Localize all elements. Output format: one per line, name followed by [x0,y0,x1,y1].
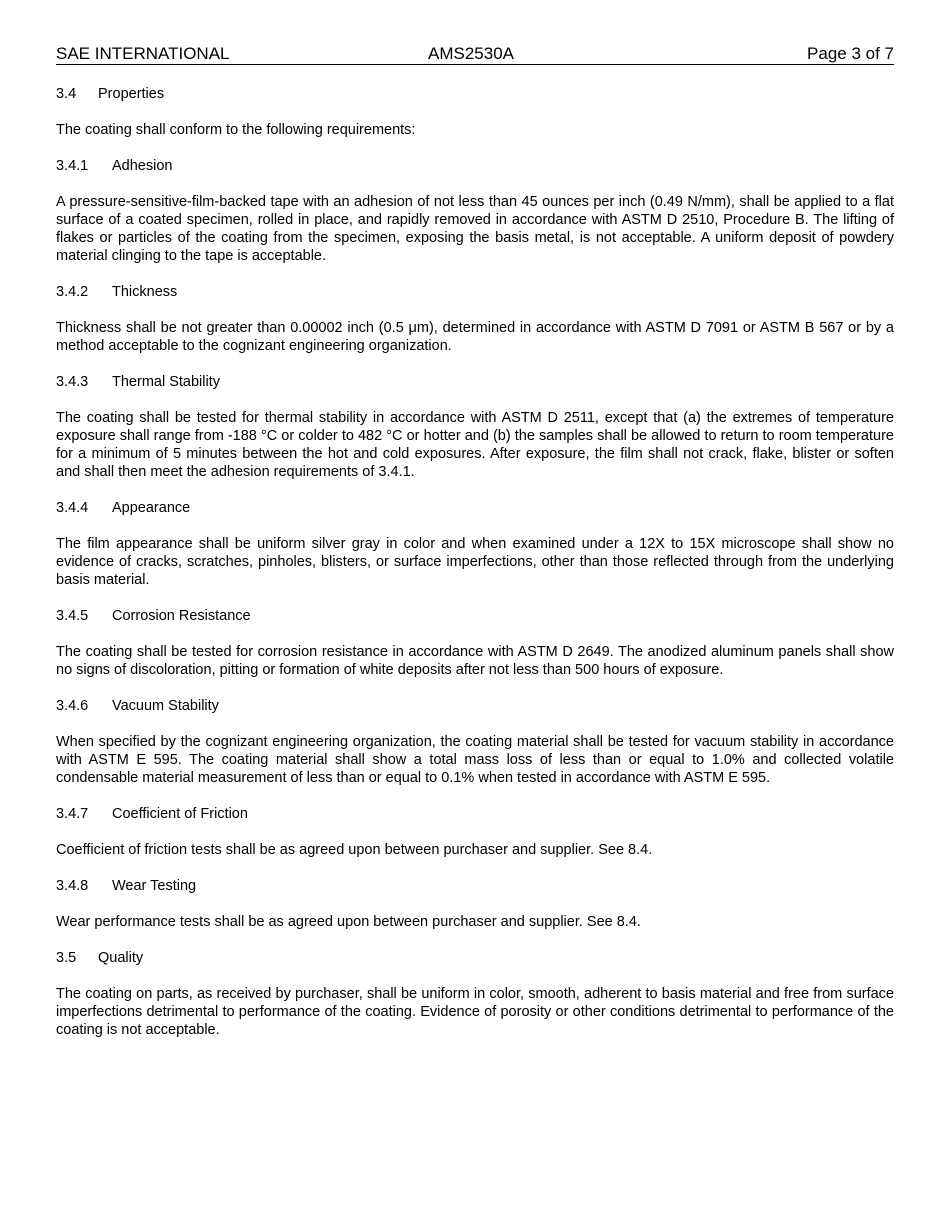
section-heading [56,85,894,103]
document-body [56,85,894,1039]
section-title: Coefficient of Friction [112,806,248,822]
section-number: 3.4.1 [56,158,89,174]
section-number: 3.4.2 [56,284,89,300]
section-title: Thickness [112,284,178,300]
section-paragraph: The coating on parts, as received by purchaser, shall be uniform in color, smooth, adherent to basis material and free from surface imperfections detrimental to performance of the coating. Evidence of porosity or other conditions detrimental to performance of the coating is not acceptable. [56,986,894,1038]
section-title: Quality [98,950,144,966]
section-number: 3.4.3 [56,374,89,390]
section-number: 3.4.5 [56,608,89,624]
section-number: 3.4.4 [56,500,89,516]
section-heading [56,499,894,517]
section-title: Wear Testing [112,878,197,894]
section-paragraph: When specified by the cognizant engineering organization, the coating material shall be tested for vacuum stability in accordance with ASTM E 595. The coating material shall show a total mass loss of less than or equal to 1.0% and collected volatile condensable material measurement of less than or equal to 0.1% when tested in accordance with ASTM E 595. [56,734,894,786]
section-heading [56,283,894,301]
section-paragraph: Thickness shall be not greater than 0.00002 inch (0.5 μm), determined in accordance with ASTM D 7091 or ASTM B 567 or by a method acceptable to the cognizant engineering organization. [56,320,894,354]
section-title: Properties [98,86,165,102]
header-document-number: AMS2530A [428,44,514,63]
section-heading [56,805,894,823]
section-number: 3.4.7 [56,806,89,822]
section-heading [56,157,894,175]
section-number: 3.4.6 [56,698,89,714]
section-paragraph: A pressure-sensitive-film-backed tape with an adhesion of not less than 45 ounces per inch (0.49 N/mm), shall be applied to a flat surface of a coated specimen, rolled in place, and rapidly removed in accordance with ASTM D 2510, Procedure B. The lifting of flakes or particles of the coating from the specimen, exposing the basis metal, is not acceptable. A uniform deposit of powdery material clinging to the tape is acceptable. [56,194,894,264]
section-heading [56,697,894,715]
section-paragraph: Coefficient of friction tests shall be as agreed upon between purchaser and supplier. See 8.4. [56,842,653,858]
section-title: Vacuum Stability [112,698,219,714]
section-title: Appearance [112,500,191,516]
header-page-number: Page 3 of 7 [807,44,894,63]
section-paragraph: The coating shall conform to the following requirements: [56,122,416,138]
section-paragraph: Wear performance tests shall be as agreed upon between purchaser and supplier. See 8.4. [56,914,641,930]
section-paragraph: The coating shall be tested for thermal stability in accordance with ASTM D 2511, except that (a) the extremes of temperature exposure shall range from -188 °C or colder to 482 °C or hotter and (b) the samples shall be allowed to return to room temperature for a minimum of 5 minutes between the hot and cold exposures. After exposure, the film shall not crack, flake, blister or soften and shall then meet the adhesion requirements of 3.4.1. [56,410,894,480]
header-organization: SAE INTERNATIONAL [56,44,230,63]
section-number: 3.4 [56,86,77,102]
section-heading [56,607,894,625]
section-paragraph: The film appearance shall be uniform silver gray in color and when examined under a 12X to 15X microscope shall show no evidence of cracks, scratches, pinholes, blisters, or surface imperfections, other than those reflected through from the underlying basis material. [56,536,894,588]
section-title: Thermal Stability [112,374,220,390]
section-heading [56,949,894,967]
section-title: Corrosion Resistance [112,608,251,624]
section-heading [56,373,894,391]
document-page [56,44,894,1039]
section-heading [56,877,894,895]
section-number: 3.4.8 [56,878,89,894]
section-paragraph: The coating shall be tested for corrosion resistance in accordance with ASTM D 2649. The anodized aluminum panels shall show no signs of discoloration, pitting or formation of white deposits after not less than 500 hours of exposure. [56,644,894,678]
section-title: Adhesion [112,158,173,174]
page-header [56,44,894,65]
section-number: 3.5 [56,950,77,966]
